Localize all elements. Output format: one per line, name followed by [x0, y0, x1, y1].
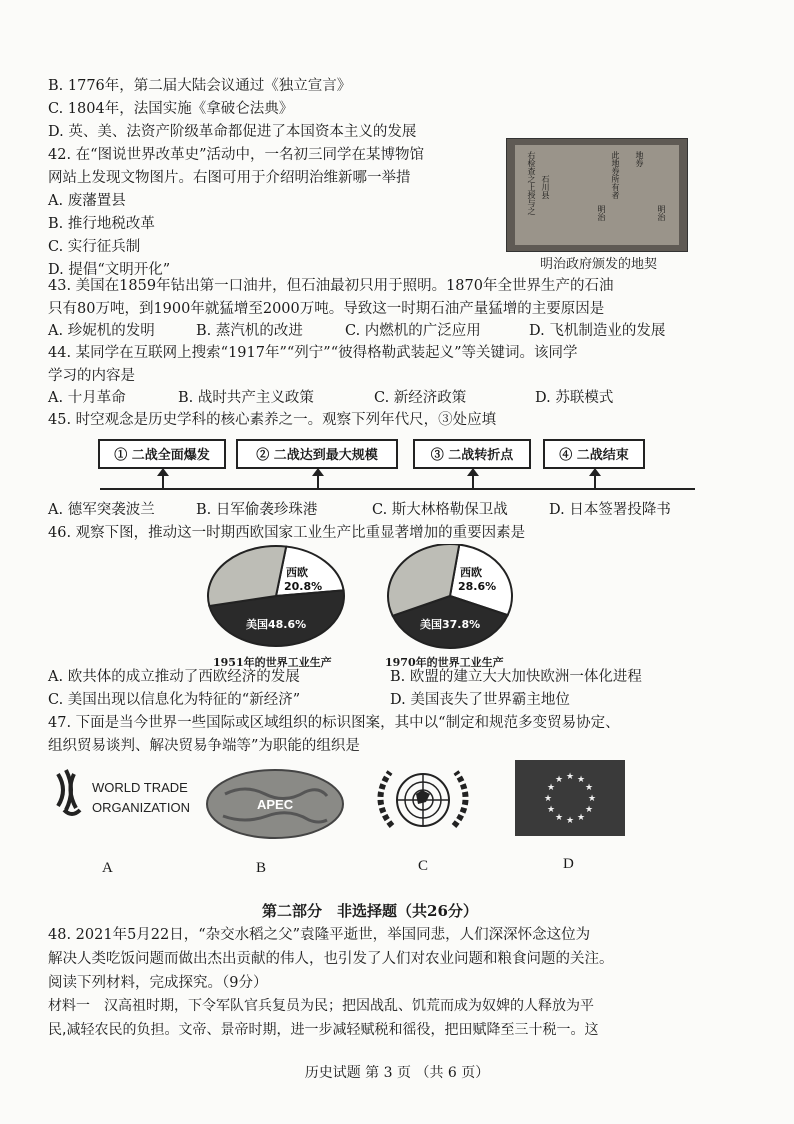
question-42-stem: 网站上发现文物图片。右图可用于介绍明治维新哪一举措 — [48, 170, 411, 186]
star-icon: ★ — [555, 813, 564, 824]
land-deed-photo: 右检查之上授与之 石川县 地券 此地券所有者 明治 明治 — [506, 138, 688, 252]
star-icon: ★ — [546, 783, 556, 793]
option-c: C. 美国出现以信息化为特征的“新经济” — [48, 692, 301, 708]
option-a: A. 德军突袭波兰 — [48, 502, 155, 518]
option-c: C. 新经济政策 — [374, 390, 467, 406]
option-line: D. 英、美、法资产阶级革命都促进了本国资本主义的发展 — [48, 124, 417, 140]
section-heading: 第二部分 非选择题（共26分） — [262, 902, 478, 920]
svg-text:APEC: APEC — [257, 797, 294, 812]
option-b: B. 欧盟的建立大大加快欧洲一体化进程 — [390, 669, 642, 685]
wto-logo — [48, 760, 198, 830]
option-a: A. 废藩置县 — [48, 193, 126, 209]
label-b: B — [256, 860, 267, 876]
question-46-stem: 46. 观察下图，推动这一时期西欧国家工业生产比重显著增加的重要因素是 — [48, 525, 526, 541]
pie-value-west-europe: 20.8% — [284, 580, 323, 593]
option-b: B. 推行地税改革 — [48, 216, 155, 232]
pie-label-west-europe: 西欧 — [286, 566, 308, 579]
option-c: C. 实行征兵制 — [48, 239, 141, 255]
star-icon: ★ — [544, 794, 553, 804]
timeline-box-3: ③ 二战转折点 — [413, 439, 531, 469]
timeline-arrow — [162, 470, 164, 488]
question-43-stem: 只有80万吨，到1900年就猛增至2000万吨。导致这一时期石油产量猛增的主要原因是 — [48, 301, 605, 317]
star-icon: ★ — [585, 805, 594, 815]
star-icon: ★ — [585, 783, 594, 793]
star-icon: ★ — [566, 816, 575, 826]
option-c: C. 斯大林格勒保卫战 — [372, 502, 508, 518]
star-icon: ★ — [546, 805, 556, 815]
question-48-stem: 阅读下列材料，完成探究。（9分） — [48, 975, 268, 991]
star-icon: ★ — [577, 813, 586, 824]
timeline-box-2: ② 二战达到最大规模 — [236, 439, 398, 469]
star-icon: ★ — [588, 794, 597, 804]
timeline-axis — [100, 488, 695, 490]
option-line: B. 1776年，第二届大陆会议通过《独立宣言》 — [48, 78, 352, 94]
star-icon: ★ — [555, 774, 564, 785]
timeline-box-1: ① 二战全面爆发 — [98, 439, 226, 469]
option-a: A. 珍妮机的发明 — [48, 323, 155, 339]
pie-value-west-europe: 28.6% — [458, 580, 497, 593]
question-45-stem: 45. 时空观念是历史学科的核心素养之一。观察下列年代尺，③处应填 — [48, 412, 497, 428]
page-footer: 历史试题 第 3 页 （共 6 页） — [304, 1065, 490, 1081]
timeline-arrow — [594, 470, 596, 488]
option-a: A. 欧共体的成立推动了西欧经济的发展 — [48, 669, 300, 685]
apec-logo — [205, 768, 345, 840]
star-icon: ★ — [566, 772, 575, 782]
svg-text:WORLD TRADE: WORLD TRADE — [92, 780, 188, 795]
question-47-stem: 47. 下面是当今世界一些国际或区域组织的标识图案，其中以“制定和规范多变贸易协定、 — [48, 715, 620, 731]
option-b: B. 战时共产主义政策 — [178, 390, 314, 406]
label-a: A — [102, 860, 113, 876]
option-d: D. 提倡“文明开化” — [48, 262, 171, 278]
timeline-arrow — [472, 470, 474, 488]
star-icon: ★ — [577, 774, 586, 785]
pie-label-west-europe: 西欧 — [460, 566, 482, 579]
label-c: C — [418, 858, 429, 874]
option-b: B. 蒸汽机的改进 — [196, 323, 303, 339]
option-line: C. 1804年，法国实施《拿破仑法典》 — [48, 101, 294, 117]
label-d: D — [563, 856, 574, 872]
pie-caption-1970: 1970年的世界工业生产 — [385, 656, 504, 669]
option-d: D. 美国丧失了世界霸主地位 — [390, 692, 570, 708]
pie-slice — [208, 546, 286, 606]
option-d: D. 苏联模式 — [535, 390, 614, 406]
option-c: C. 内燃机的广泛应用 — [345, 323, 481, 339]
photo-caption: 明治政府颁发的地契 — [540, 257, 658, 272]
material-text: 民,减轻农民的负担。文帝、景帝时期，进一步减轻赋税和徭役，把田赋降至三十税一。这 — [48, 1022, 599, 1038]
question-43-stem: 43. 美国在1859年钻出第一口油井，但石油最初只用于照明。1870年全世界生产的石油 — [48, 278, 614, 294]
pie-charts — [0, 544, 794, 654]
timeline-box-4: ④ 二战结束 — [543, 439, 645, 469]
pie-label-usa: 美国48.6% — [246, 618, 307, 631]
pie-label-usa: 美国37.8% — [420, 618, 481, 631]
question-48-stem: 48. 2021年5月22日，“杂交水稻之父”袁隆平逝世，举国同悲，人们深深怀念这位为 — [48, 927, 591, 943]
pie-caption-1951: 1951年的世界工业生产 — [213, 656, 332, 669]
option-d: D. 日本签署投降书 — [549, 502, 671, 518]
eu-flag — [515, 760, 625, 836]
timeline-arrow — [317, 470, 319, 488]
un-logo — [368, 762, 478, 842]
option-b: B. 日军偷袭珍珠港 — [196, 502, 318, 518]
material-text: 材料一 汉高祖时期，下令军队官兵复员为民；把因战乱、饥荒而成为奴婢的人释放为平 — [48, 998, 594, 1014]
option-d: D. 飞机制造业的发展 — [529, 323, 666, 339]
svg-text:ORGANIZATION: ORGANIZATION — [92, 800, 190, 815]
question-42-stem: 42. 在“图说世界改革史”活动中，一名初三同学在某博物馆 — [48, 147, 424, 163]
option-a: A. 十月革命 — [48, 390, 126, 406]
question-44-stem: 学习的内容是 — [48, 368, 135, 384]
question-44-stem: 44. 某同学在互联网上搜索“1917年”“列宁”“彼得格勒武装起义”等关键词。该同学 — [48, 345, 578, 361]
question-47-stem: 组织贸易谈判、解决贸易争端等”为职能的组织是 — [48, 738, 360, 754]
question-48-stem: 解决人类吃饭问题而做出杰出贡献的伟人，也引发了人们对农业问题和粮食问题的关注。 — [48, 951, 614, 967]
